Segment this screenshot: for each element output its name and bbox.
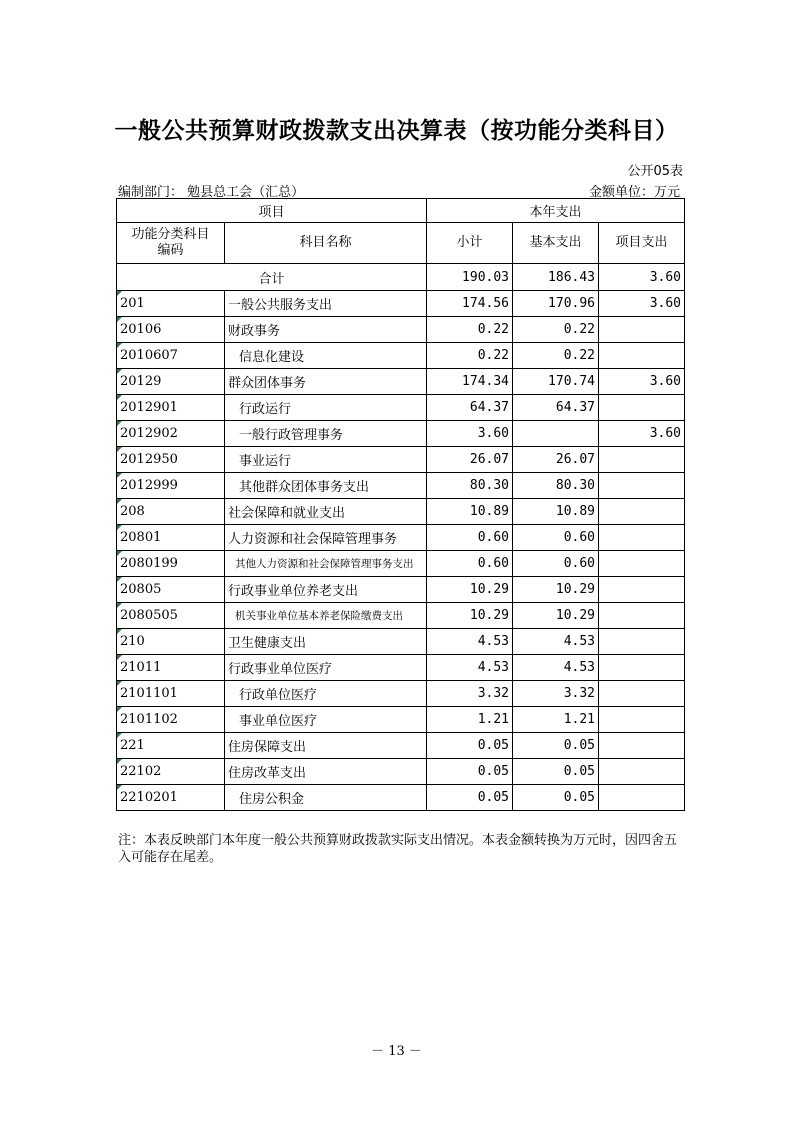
table-row: [117, 655, 685, 681]
total-subtotal: 190.03: [427, 264, 513, 291]
row-subtotal: 10.29: [427, 603, 513, 629]
row-subtotal: 174.34: [427, 369, 513, 395]
row-name: 社会保障和就业支出: [225, 499, 427, 525]
row-code: 21011: [117, 655, 225, 681]
row-name: 财政事务: [225, 317, 427, 343]
row-project-exp: [599, 343, 685, 369]
row-code: 210: [117, 629, 225, 655]
table-row: [117, 499, 685, 525]
row-project-exp: [599, 447, 685, 473]
table-row: [117, 421, 685, 447]
table-row: [117, 577, 685, 603]
table-row: [117, 629, 685, 655]
row-basic: 4.53: [513, 655, 599, 681]
table-row: [117, 759, 685, 785]
row-subtotal: 0.22: [427, 343, 513, 369]
row-basic: 0.60: [513, 525, 599, 551]
row-name: 行政运行: [225, 395, 427, 421]
total-label: 合计: [117, 264, 427, 291]
row-name: 群众团体事务: [225, 369, 427, 395]
row-project-exp: 3.60: [599, 421, 685, 447]
row-name: 住房保障支出: [225, 733, 427, 759]
page-title: 一般公共预算财政拨款支出决算表（按功能分类科目）: [114, 118, 679, 144]
header-subtotal: 小计: [427, 223, 513, 264]
header-project: 项目: [117, 199, 427, 223]
row-basic: 64.37: [513, 395, 599, 421]
row-basic: 0.60: [513, 551, 599, 577]
table-row: [117, 291, 685, 317]
row-code: 2012999: [117, 473, 225, 499]
row-subtotal: 0.60: [427, 551, 513, 577]
row-project-exp: [599, 317, 685, 343]
row-name: 住房公积金: [225, 785, 427, 811]
department-label: 编制部门： 勉县总工会（汇总）: [118, 185, 305, 200]
table-row: [117, 395, 685, 421]
row-project-exp: [599, 603, 685, 629]
row-project-exp: [599, 577, 685, 603]
row-subtotal: 10.29: [427, 577, 513, 603]
row-code: 2101101: [117, 681, 225, 707]
row-project-exp: [599, 655, 685, 681]
total-row: [117, 264, 685, 291]
table-row: [117, 369, 685, 395]
row-subtotal: 174.56: [427, 291, 513, 317]
row-basic: 80.30: [513, 473, 599, 499]
total-basic: 186.43: [513, 264, 599, 291]
row-name: 其他人力资源和社会保障管理事务支出: [225, 551, 427, 577]
row-name: 行政事业单位医疗: [225, 655, 427, 681]
table-row: [117, 785, 685, 811]
page-number: － 13 －: [371, 1044, 422, 1059]
row-name: 住房改革支出: [225, 759, 427, 785]
row-basic: 4.53: [513, 629, 599, 655]
header-name: 科目名称: [225, 223, 427, 264]
header-code-text: 功能分类科目编码: [131, 227, 210, 258]
row-basic: 0.22: [513, 317, 599, 343]
row-basic: 0.05: [513, 759, 599, 785]
row-project-exp: 3.60: [599, 369, 685, 395]
row-project-exp: [599, 707, 685, 733]
row-code: 208: [117, 499, 225, 525]
table-row: [117, 733, 685, 759]
row-name: 一般行政管理事务: [225, 421, 427, 447]
row-basic: 1.21: [513, 707, 599, 733]
header-current-year: 本年支出: [427, 199, 685, 223]
row-basic: 170.96: [513, 291, 599, 317]
row-project-exp: [599, 395, 685, 421]
row-project-exp: [599, 551, 685, 577]
row-project-exp: [599, 785, 685, 811]
table-row: [117, 681, 685, 707]
footnote: 注：本表反映部门本年度一般公共预算财政拨款实际支出情况。本表金额转换为万元时，因四舍五入可能存在尾差。: [118, 833, 678, 865]
row-code: 221: [117, 733, 225, 759]
header-project-exp: 项目支出: [599, 223, 685, 264]
row-name: 一般公共服务支出: [225, 291, 427, 317]
row-subtotal: 3.32: [427, 681, 513, 707]
row-basic: 3.32: [513, 681, 599, 707]
header-row-1: [117, 199, 685, 223]
row-name: 行政单位医疗: [225, 681, 427, 707]
row-code: 2101102: [117, 707, 225, 733]
row-name: 其他群众团体事务支出: [225, 473, 427, 499]
row-subtotal: 4.53: [427, 655, 513, 681]
row-project-exp: [599, 629, 685, 655]
row-subtotal: 80.30: [427, 473, 513, 499]
header-basic: 基本支出: [513, 223, 599, 264]
row-basic: 170.74: [513, 369, 599, 395]
row-name: 人力资源和社会保障管理事务: [225, 525, 427, 551]
row-code: 20805: [117, 577, 225, 603]
row-basic: 0.05: [513, 785, 599, 811]
row-code: 2010607: [117, 343, 225, 369]
row-code: 2012950: [117, 447, 225, 473]
row-project-exp: [599, 473, 685, 499]
row-subtotal: 0.05: [427, 733, 513, 759]
row-name: 事业运行: [225, 447, 427, 473]
unit-label: 金额单位：万元: [588, 185, 680, 200]
header-row-2: [117, 223, 685, 264]
row-basic: [513, 421, 599, 447]
table-row: [117, 551, 685, 577]
row-project-exp: [599, 681, 685, 707]
row-project-exp: [599, 759, 685, 785]
row-subtotal: 0.22: [427, 317, 513, 343]
row-name: 事业单位医疗: [225, 707, 427, 733]
row-subtotal: 10.89: [427, 499, 513, 525]
total-project-exp: 3.60: [599, 264, 685, 291]
row-name: 卫生健康支出: [225, 629, 427, 655]
row-code: 20106: [117, 317, 225, 343]
row-code: 20129: [117, 369, 225, 395]
row-code: 20801: [117, 525, 225, 551]
row-basic: 0.05: [513, 733, 599, 759]
row-project-exp: [599, 733, 685, 759]
row-subtotal: 0.60: [427, 525, 513, 551]
row-code: 2012902: [117, 421, 225, 447]
row-code: 22102: [117, 759, 225, 785]
table-row: [117, 317, 685, 343]
row-subtotal: 3.60: [427, 421, 513, 447]
table-row: [117, 447, 685, 473]
row-subtotal: 64.37: [427, 395, 513, 421]
row-basic: 10.29: [513, 603, 599, 629]
row-code: 2210201: [117, 785, 225, 811]
form-code: 公开05表: [627, 164, 683, 179]
row-project-exp: [599, 499, 685, 525]
row-project-exp: [599, 525, 685, 551]
table-row: [117, 473, 685, 499]
row-basic: 10.29: [513, 577, 599, 603]
table-row: [117, 343, 685, 369]
row-name: 机关事业单位基本养老保险缴费支出: [225, 603, 427, 629]
row-subtotal: 4.53: [427, 629, 513, 655]
row-basic: 10.89: [513, 499, 599, 525]
table-row: [117, 603, 685, 629]
row-subtotal: 1.21: [427, 707, 513, 733]
row-code: 2080199: [117, 551, 225, 577]
row-subtotal: 0.05: [427, 785, 513, 811]
table-row: [117, 525, 685, 551]
table-row: [117, 707, 685, 733]
header-code: [117, 223, 225, 264]
row-code: 2080505: [117, 603, 225, 629]
row-project-exp: 3.60: [599, 291, 685, 317]
row-basic: 26.07: [513, 447, 599, 473]
row-subtotal: 26.07: [427, 447, 513, 473]
expenditure-table: [116, 198, 685, 811]
row-name: 行政事业单位养老支出: [225, 577, 427, 603]
row-code: 201: [117, 291, 225, 317]
row-basic: 0.22: [513, 343, 599, 369]
row-code: 2012901: [117, 395, 225, 421]
row-subtotal: 0.05: [427, 759, 513, 785]
row-name: 信息化建设: [225, 343, 427, 369]
